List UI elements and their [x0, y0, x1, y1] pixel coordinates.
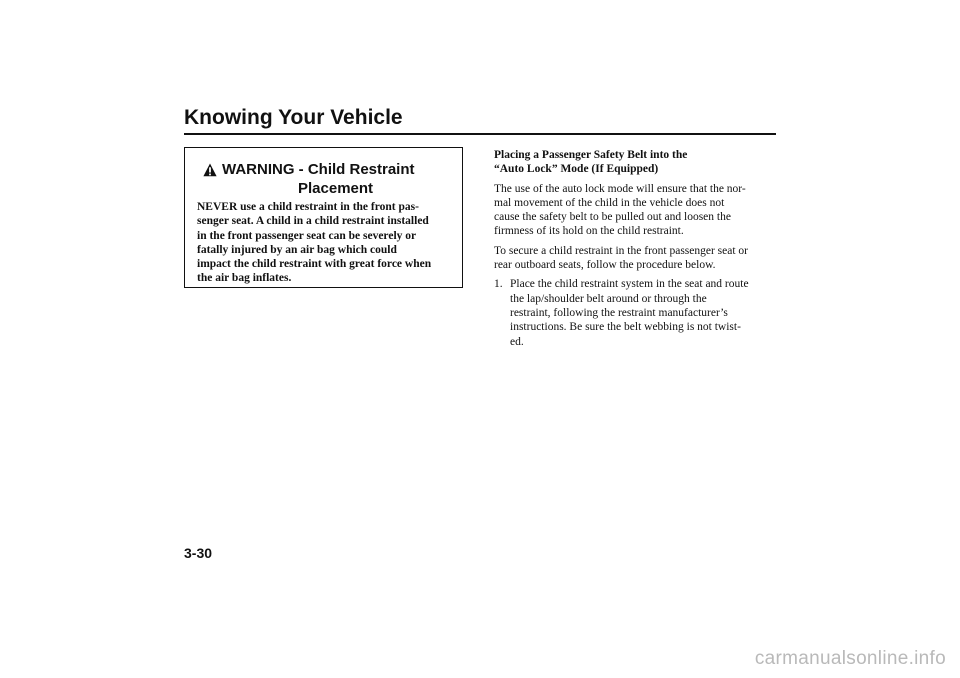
section-heading-line: “Auto Lock” Mode (If Equipped) [494, 163, 659, 176]
paragraph-line: cause the safety belt to be pulled out and loosen the [494, 211, 731, 224]
procedure-step [494, 277, 784, 348]
warning-body [197, 200, 459, 286]
step-line: instructions. Be sure the belt webbing is not twist- [510, 321, 741, 334]
step-text [510, 277, 749, 348]
step-line: Place the child restraint system in the seat and route [510, 278, 749, 291]
warning-body-line: NEVER use a child restraint in the front pas- [197, 201, 419, 213]
section-heading-line: Placing a Passenger Safety Belt into the [494, 149, 688, 161]
section-heading [494, 148, 784, 177]
step-line: the lap/shoulder belt around or through the [510, 292, 707, 305]
paragraph-auto-lock [494, 182, 784, 239]
step-number: 1. [494, 278, 503, 291]
paragraph-line: To secure a child restraint in the front passenger seat or [494, 244, 749, 257]
paragraph-procedure-intro [494, 244, 784, 273]
warning-heading [203, 160, 455, 198]
paragraph-line: rear outboard seats, follow the procedure below. [494, 259, 716, 272]
warning-body-line: senger seat. A child in a child restraint installed [197, 215, 429, 228]
right-column [494, 148, 784, 349]
warning-heading-line2: Placement [298, 180, 374, 197]
page-number: 3-30 [184, 545, 213, 561]
step-line: restraint, following the restraint manufacturer’s [510, 306, 728, 319]
warning-body-line: impact the child restraint with great force when [197, 258, 432, 271]
step-line: ed. [510, 335, 524, 348]
paragraph-line: The use of the auto lock mode will ensure that the nor- [494, 182, 746, 195]
warning-heading-line1: WARNING - Child Restraint [222, 161, 415, 178]
page-title: Knowing Your Vehicle [184, 106, 403, 129]
title-rule [184, 133, 776, 135]
warning-box [184, 147, 463, 288]
paragraph-line: mal movement of the child in the vehicle does not [494, 196, 725, 209]
watermark: carmanualsonline.info [754, 648, 946, 669]
warning-triangle-icon [203, 163, 217, 177]
warning-body-line: the air bag inflates. [197, 272, 292, 285]
warning-body-line: fatally injured by an air bag which could [197, 243, 397, 256]
warning-body-line: in the front passenger seat can be severely or [197, 229, 417, 242]
paragraph-line: firmness of its hold on the child restraint. [494, 225, 684, 238]
